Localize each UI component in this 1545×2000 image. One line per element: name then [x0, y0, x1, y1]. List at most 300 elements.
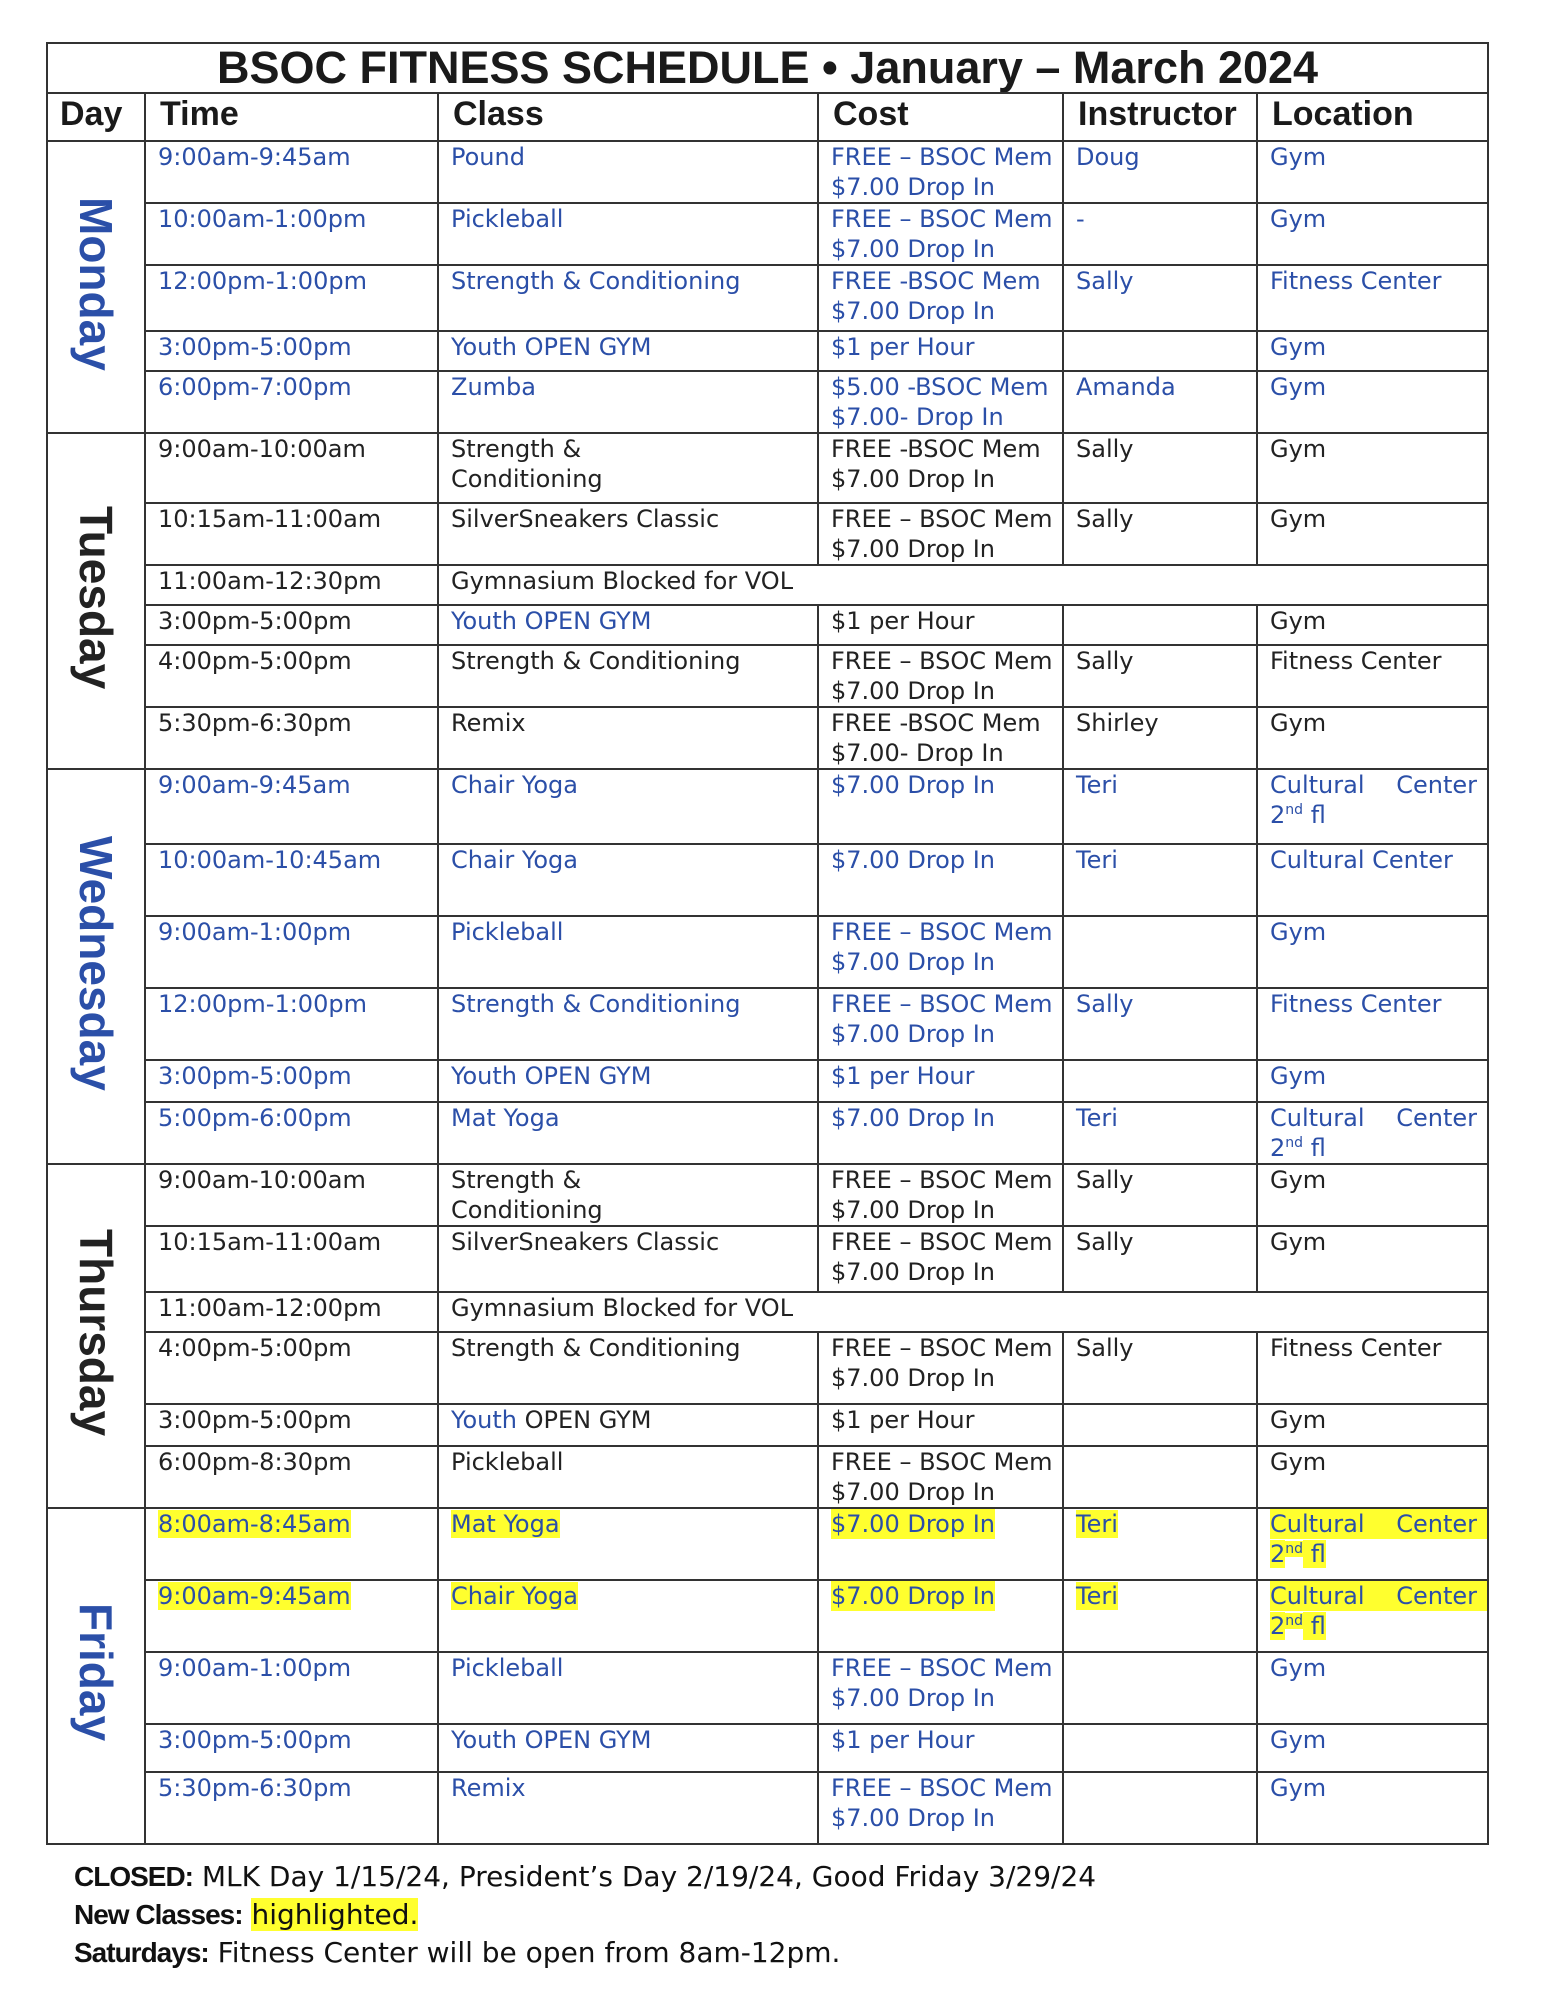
- cost-cell: [818, 1164, 1063, 1226]
- instructor-text: Teri: [1076, 1104, 1118, 1132]
- instructor-cell: [1063, 265, 1257, 331]
- time-text: 3:00pm-5:00pm: [158, 1726, 352, 1754]
- floor-ordinal: nd: [1285, 802, 1304, 818]
- cost-cell: [818, 1724, 1063, 1772]
- instructor-cell: [1063, 1060, 1257, 1102]
- cost-cell: [818, 605, 1063, 645]
- location-text: Gym: [1270, 1448, 1327, 1476]
- floor-ordinal: nd: [1285, 1541, 1304, 1557]
- class-text: Strength & Conditioning: [451, 1166, 603, 1224]
- instructor-text: Doug: [1076, 143, 1140, 171]
- cost-cell: [818, 331, 1063, 371]
- class-cell: [438, 371, 818, 433]
- time-text: 5:00pm-6:00pm: [158, 1104, 352, 1132]
- class-cell: [438, 503, 818, 565]
- class-text: Chair Yoga: [451, 846, 578, 874]
- time-cell: [145, 1508, 438, 1580]
- cost-cell: [818, 769, 1063, 844]
- day-label: Wednesday: [70, 835, 122, 1091]
- time-text: 11:00am-12:00pm: [158, 1294, 382, 1322]
- location-cell: [1257, 503, 1488, 565]
- table-row: [47, 769, 1488, 844]
- location-text: Gym: [1270, 435, 1327, 463]
- cost-cell: [818, 1404, 1063, 1446]
- class-text: SilverSneakers Classic: [451, 1228, 720, 1256]
- location-text: Fitness Center: [1270, 647, 1442, 675]
- cost-cell: [818, 1580, 1063, 1652]
- cost-cell: [818, 1102, 1063, 1164]
- cost-line: FREE -BSOC Mem: [831, 709, 1041, 737]
- class-text: Youth OPEN GYM: [451, 607, 652, 635]
- location-text: Gym: [1270, 1654, 1327, 1682]
- instructor-text: Amanda: [1076, 373, 1176, 401]
- location-word: Center: [1396, 1104, 1478, 1132]
- time-cell: [145, 1102, 438, 1164]
- floor-space: [1303, 1612, 1311, 1640]
- class-cell: [438, 769, 818, 844]
- cost-line: FREE – BSOC Mem: [831, 505, 1053, 533]
- table-row: [47, 503, 1488, 565]
- cost-line: $1 per Hour: [831, 607, 975, 635]
- class-cell: [438, 1652, 818, 1724]
- location-cell: [1257, 1102, 1488, 1164]
- floor-number: 2: [1270, 801, 1286, 829]
- cost-cell: [818, 844, 1063, 916]
- location-text: Fitness Center: [1270, 1334, 1442, 1362]
- class-cell: [438, 1102, 818, 1164]
- day-label: Friday: [70, 1603, 122, 1742]
- cost-line: $7.00 Drop In: [831, 1582, 995, 1610]
- table-row: [47, 707, 1488, 769]
- instructor-cell: [1063, 1772, 1257, 1844]
- cost-cell: [818, 1446, 1063, 1508]
- table-row: [47, 645, 1488, 707]
- table-row: [47, 1508, 1488, 1580]
- cost-line: $7.00 Drop In: [831, 235, 995, 263]
- floor-ordinal: nd: [1285, 1613, 1304, 1629]
- time-cell: [145, 371, 438, 433]
- cost-line: $7.00 Drop In: [831, 1104, 995, 1132]
- cost-line: $7.00 Drop In: [831, 846, 995, 874]
- table-row: [47, 1226, 1488, 1292]
- column-header-class: Class: [438, 93, 818, 141]
- floor-suffix: fl: [1310, 801, 1326, 829]
- table-row: [47, 565, 1488, 605]
- location-cell: [1257, 1772, 1488, 1844]
- instructor-text: Sally: [1076, 505, 1134, 533]
- location-cell: [1257, 1404, 1488, 1446]
- time-cell: [145, 1404, 438, 1446]
- column-header-instructor: Instructor: [1063, 93, 1257, 141]
- cost-line: $7.00 Drop In: [831, 535, 995, 563]
- cost-line: FREE – BSOC Mem: [831, 990, 1053, 1018]
- closed-label: CLOSED:: [74, 1861, 193, 1892]
- time-text: 9:00am-9:45am: [158, 771, 351, 799]
- instructor-cell: [1063, 331, 1257, 371]
- page-title: BSOC FITNESS SCHEDULE • January – March 2024: [47, 43, 1488, 93]
- table-row: [47, 141, 1488, 203]
- floor-number: 2: [1270, 1612, 1286, 1640]
- cost-line: $7.00 Drop In: [831, 948, 995, 976]
- instructor-text: Sally: [1076, 1334, 1134, 1362]
- instructor-cell: [1063, 1102, 1257, 1164]
- time-text: 9:00am-10:00am: [158, 435, 366, 463]
- time-cell: [145, 265, 438, 331]
- class-cell: [438, 1772, 818, 1844]
- time-text: 10:15am-11:00am: [158, 505, 382, 533]
- cost-line: $7.00 Drop In: [831, 297, 995, 325]
- time-cell: [145, 1060, 438, 1102]
- instructor-cell: [1063, 645, 1257, 707]
- class-text: Zumba: [451, 373, 536, 401]
- instructor-text: Sally: [1076, 1228, 1134, 1256]
- location-text: Gym: [1270, 333, 1327, 361]
- class-cell: [438, 1226, 818, 1292]
- location-cell: [1257, 844, 1488, 916]
- time-cell: [145, 1164, 438, 1226]
- cost-line: $7.00- Drop In: [831, 403, 1004, 431]
- table-row: [47, 1404, 1488, 1446]
- floor-space: [1303, 1134, 1311, 1162]
- location-word: Cultural: [1270, 1104, 1365, 1132]
- class-cell: [438, 1332, 818, 1404]
- cost-cell: [818, 1332, 1063, 1404]
- location-cell: [1257, 331, 1488, 371]
- instructor-cell: [1063, 769, 1257, 844]
- location-text: [1270, 770, 1487, 800]
- time-text: 4:00pm-5:00pm: [158, 1334, 352, 1362]
- instructor-text: Sally: [1076, 990, 1134, 1018]
- location-cell: [1257, 1580, 1488, 1652]
- location-text: Gym: [1270, 205, 1327, 233]
- table-row: [47, 1724, 1488, 1772]
- cost-line: $7.00 Drop In: [831, 1510, 995, 1538]
- table-row: [47, 1446, 1488, 1508]
- location-text: Gym: [1270, 1166, 1327, 1194]
- time-text: 3:00pm-5:00pm: [158, 1406, 352, 1434]
- class-text: Strength & Conditioning: [451, 1334, 741, 1362]
- location-word: Cultural: [1270, 771, 1365, 799]
- location-floor: [1270, 800, 1487, 830]
- time-text: 9:00am-9:45am: [158, 143, 351, 171]
- location-cell: [1257, 1724, 1488, 1772]
- blocked-cell: [438, 565, 1488, 605]
- column-header-cost: Cost: [818, 93, 1063, 141]
- schedule-table: [46, 42, 1489, 1845]
- time-text: 8:00am-8:45am: [158, 1510, 351, 1538]
- location-text: [1270, 1581, 1487, 1611]
- instructor-text: Sally: [1076, 647, 1134, 675]
- time-text: 4:00pm-5:00pm: [158, 647, 352, 675]
- class-cell: [438, 433, 818, 503]
- table-row: [47, 844, 1488, 916]
- class-text: Youth OPEN GYM: [451, 333, 652, 361]
- table-row: [47, 371, 1488, 433]
- class-cell: [438, 844, 818, 916]
- location-cell: [1257, 605, 1488, 645]
- time-cell: [145, 916, 438, 988]
- cost-line: $5.00 -BSOC Mem: [831, 373, 1049, 401]
- day-label: Thursday: [70, 1228, 122, 1437]
- class-text: Strength & Conditioning: [451, 435, 603, 493]
- location-cell: [1257, 141, 1488, 203]
- class-cell: [438, 1446, 818, 1508]
- floor-space: [1303, 801, 1311, 829]
- cost-cell: [818, 433, 1063, 503]
- table-row: [47, 1652, 1488, 1724]
- time-cell: [145, 1724, 438, 1772]
- class-text: Remix: [451, 1774, 526, 1802]
- class-text: Strength & Conditioning: [451, 647, 741, 675]
- class-text: Strength & Conditioning: [451, 267, 741, 295]
- day-cell-wednesday: [47, 769, 145, 1164]
- location-text: [1270, 1509, 1487, 1539]
- instructor-cell: [1063, 1226, 1257, 1292]
- cost-cell: [818, 916, 1063, 988]
- cost-cell: [818, 371, 1063, 433]
- class-cell: [438, 141, 818, 203]
- instructor-text: Sally: [1076, 267, 1134, 295]
- time-text: 9:00am-1:00pm: [158, 918, 352, 946]
- class-cell: [438, 916, 818, 988]
- class-text: Chair Yoga: [451, 1582, 578, 1610]
- class-cell: [438, 645, 818, 707]
- instructor-cell: [1063, 1164, 1257, 1226]
- class-cell: [438, 1580, 818, 1652]
- instructor-cell: [1063, 371, 1257, 433]
- time-text: 3:00pm-5:00pm: [158, 1062, 352, 1090]
- location-text: Cultural Center: [1270, 846, 1453, 874]
- location-cell: [1257, 1652, 1488, 1724]
- schedule-sheet: [46, 42, 1487, 1845]
- location-word: Center: [1396, 771, 1478, 799]
- table-row: [47, 1102, 1488, 1164]
- instructor-text: Teri: [1076, 1582, 1118, 1610]
- cost-line: FREE -BSOC Mem: [831, 435, 1041, 463]
- cost-line: $7.00 Drop In: [831, 771, 995, 799]
- floor-suffix: fl: [1310, 1540, 1326, 1568]
- column-header-location: Location: [1257, 93, 1488, 141]
- location-cell: [1257, 988, 1488, 1060]
- time-cell: [145, 769, 438, 844]
- location-floor: [1270, 1539, 1487, 1569]
- class-cell: [438, 203, 818, 265]
- class-text: Pickleball: [451, 205, 564, 233]
- time-cell: [145, 1226, 438, 1292]
- table-row: [47, 433, 1488, 503]
- cost-line: FREE – BSOC Mem: [831, 143, 1053, 171]
- column-header-day: Day: [47, 93, 145, 141]
- location-cell: [1257, 1060, 1488, 1102]
- time-cell: [145, 1772, 438, 1844]
- location-cell: [1257, 916, 1488, 988]
- instructor-text: Shirley: [1076, 709, 1159, 737]
- instructor-cell: [1063, 433, 1257, 503]
- location-text: Gym: [1270, 505, 1327, 533]
- location-cell: [1257, 265, 1488, 331]
- time-text: 6:00pm-8:30pm: [158, 1448, 352, 1476]
- location-floor: [1270, 1133, 1487, 1163]
- instructor-text: Teri: [1076, 771, 1118, 799]
- location-word: Center: [1396, 1582, 1478, 1610]
- location-cell: [1257, 1446, 1488, 1508]
- time-text: 5:30pm-6:30pm: [158, 709, 352, 737]
- class-text: Mat Yoga: [451, 1510, 560, 1538]
- floor-ordinal: nd: [1285, 1135, 1304, 1151]
- cost-cell: [818, 988, 1063, 1060]
- time-text: 9:00am-9:45am: [158, 1582, 351, 1610]
- table-row: [47, 1292, 1488, 1332]
- new-classes-note: [74, 1896, 1096, 1934]
- cost-line: $7.00 Drop In: [831, 1196, 995, 1224]
- time-cell: [145, 605, 438, 645]
- location-word: Center: [1396, 1510, 1478, 1538]
- table-row: [47, 1772, 1488, 1844]
- time-cell: [145, 433, 438, 503]
- instructor-text: Teri: [1076, 1510, 1118, 1538]
- cost-line: $1 per Hour: [831, 1726, 975, 1754]
- time-cell: [145, 565, 438, 605]
- cost-cell: [818, 1060, 1063, 1102]
- cost-cell: [818, 1652, 1063, 1724]
- location-text: Fitness Center: [1270, 267, 1442, 295]
- saturday-note: [74, 1934, 1096, 1972]
- class-cell: [438, 1724, 818, 1772]
- closed-note: [74, 1858, 1096, 1896]
- class-cell: [438, 988, 818, 1060]
- time-cell: [145, 203, 438, 265]
- time-text: 12:00pm-1:00pm: [158, 267, 367, 295]
- cost-line: FREE – BSOC Mem: [831, 1228, 1053, 1256]
- table-row: [47, 265, 1488, 331]
- day-cell-tuesday: [47, 433, 145, 769]
- cost-line: $7.00 Drop In: [831, 173, 995, 201]
- cost-line: FREE – BSOC Mem: [831, 1334, 1053, 1362]
- cost-cell: [818, 141, 1063, 203]
- cost-line: $7.00 Drop In: [831, 1478, 995, 1506]
- instructor-cell: [1063, 1404, 1257, 1446]
- table-row: [47, 1332, 1488, 1404]
- location-cell: [1257, 1332, 1488, 1404]
- location-cell: [1257, 769, 1488, 844]
- cost-line: $7.00 Drop In: [831, 1364, 995, 1392]
- instructor-cell: [1063, 1446, 1257, 1508]
- time-cell: [145, 707, 438, 769]
- time-cell: [145, 1580, 438, 1652]
- cost-cell: [818, 1226, 1063, 1292]
- cost-line: $7.00 Drop In: [831, 677, 995, 705]
- floor-space: [1303, 1540, 1311, 1568]
- table-row: [47, 605, 1488, 645]
- instructor-cell: [1063, 844, 1257, 916]
- cost-line: FREE – BSOC Mem: [831, 205, 1053, 233]
- cost-cell: [818, 265, 1063, 331]
- class-cell: [438, 707, 818, 769]
- cost-line: $7.00 Drop In: [831, 1804, 995, 1832]
- location-cell: [1257, 707, 1488, 769]
- location-cell: [1257, 203, 1488, 265]
- location-word: Cultural: [1270, 1510, 1365, 1538]
- column-header-time: Time: [145, 93, 438, 141]
- class-cell: [438, 1508, 818, 1580]
- location-text: [1270, 1103, 1487, 1133]
- day-label: Tuesday: [70, 505, 122, 690]
- cost-cell: [818, 1508, 1063, 1580]
- class-text: Chair Yoga: [451, 771, 578, 799]
- cost-line: FREE – BSOC Mem: [831, 647, 1053, 675]
- instructor-cell: [1063, 916, 1257, 988]
- cost-line: FREE -BSOC Mem: [831, 267, 1041, 295]
- location-word: Cultural: [1270, 1582, 1365, 1610]
- location-cell: [1257, 1508, 1488, 1580]
- instructor-cell: [1063, 605, 1257, 645]
- time-cell: [145, 503, 438, 565]
- cost-line: $7.00 Drop In: [831, 1258, 995, 1286]
- location-text: Gym: [1270, 1062, 1327, 1090]
- class-text: Pickleball: [451, 1448, 564, 1476]
- time-text: 3:00pm-5:00pm: [158, 333, 352, 361]
- table-row: [47, 1164, 1488, 1226]
- table-row: [47, 1060, 1488, 1102]
- class-text: SilverSneakers Classic: [451, 505, 720, 533]
- cost-cell: [818, 707, 1063, 769]
- class-cell: [438, 1164, 818, 1226]
- floor-suffix: fl: [1310, 1134, 1326, 1162]
- class-text-youth: Youth: [451, 1406, 517, 1434]
- location-cell: [1257, 1226, 1488, 1292]
- instructor-cell: [1063, 1508, 1257, 1580]
- class-cell: [438, 331, 818, 371]
- class-cell: [438, 1060, 818, 1102]
- time-cell: [145, 141, 438, 203]
- location-text: Gym: [1270, 373, 1327, 401]
- floor-number: 2: [1270, 1540, 1286, 1568]
- floor-suffix: fl: [1310, 1612, 1326, 1640]
- time-text: 12:00pm-1:00pm: [158, 990, 367, 1018]
- day-cell-thursday: [47, 1164, 145, 1508]
- instructor-text: Sally: [1076, 1166, 1134, 1194]
- time-text: 9:00am-10:00am: [158, 1166, 366, 1194]
- cost-line: $7.00- Drop In: [831, 739, 1004, 767]
- time-text: 10:15am-11:00am: [158, 1228, 382, 1256]
- instructor-cell: [1063, 1580, 1257, 1652]
- new-classes-highlight: highlighted.: [251, 1898, 419, 1931]
- class-text: Remix: [451, 709, 526, 737]
- cost-cell: [818, 503, 1063, 565]
- location-text: Gym: [1270, 143, 1327, 171]
- instructor-cell: [1063, 1724, 1257, 1772]
- time-text: 11:00am-12:30pm: [158, 567, 382, 595]
- table-row: [47, 988, 1488, 1060]
- time-cell: [145, 1332, 438, 1404]
- instructor-cell: [1063, 707, 1257, 769]
- location-text: Gym: [1270, 918, 1327, 946]
- instructor-cell: [1063, 203, 1257, 265]
- floor-number: 2: [1270, 1134, 1286, 1162]
- day-label: Monday: [70, 196, 122, 371]
- time-text: 10:00am-1:00pm: [158, 205, 367, 233]
- cost-line: FREE – BSOC Mem: [831, 1448, 1053, 1476]
- cost-line: $7.00 Drop In: [831, 1020, 995, 1048]
- location-text: Gym: [1270, 1406, 1327, 1434]
- time-cell: [145, 988, 438, 1060]
- time-cell: [145, 1446, 438, 1508]
- class-text: Pound: [451, 143, 525, 171]
- cost-line: FREE – BSOC Mem: [831, 918, 1053, 946]
- cost-line: $1 per Hour: [831, 1406, 975, 1434]
- location-cell: [1257, 1164, 1488, 1226]
- instructor-cell: [1063, 503, 1257, 565]
